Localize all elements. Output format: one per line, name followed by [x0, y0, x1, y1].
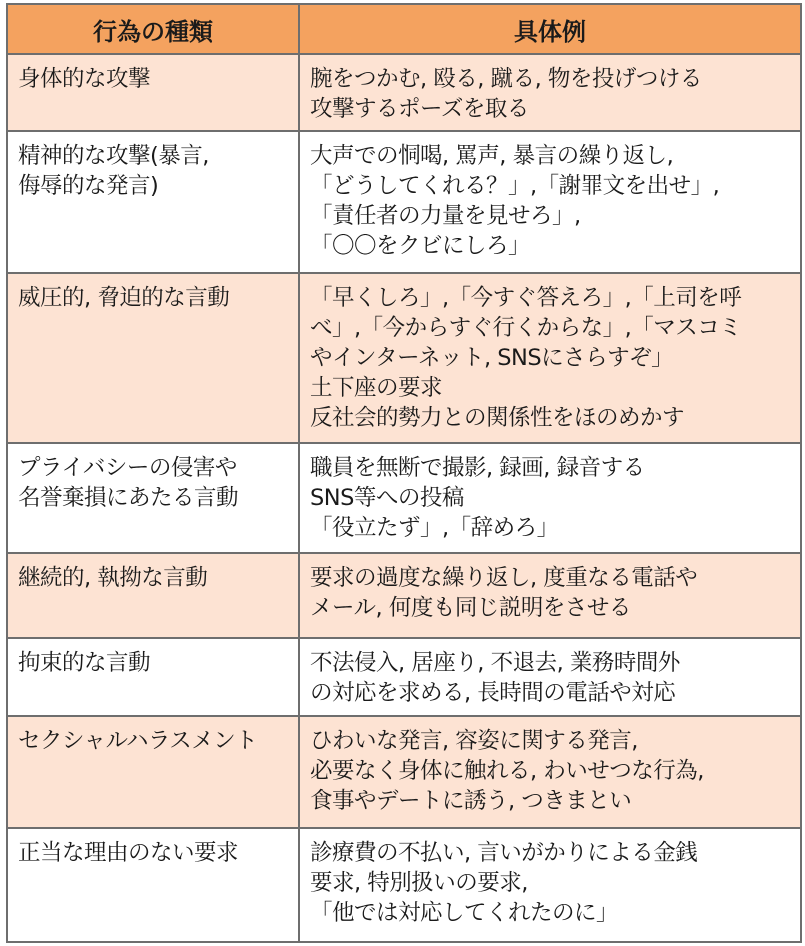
- examples-cell: 要求の過度な繰り返し, 度重なる電話や メール, 何度も同じ説明をさせる: [299, 553, 801, 638]
- behavior-type-cell: セクシャルハラスメント: [7, 716, 299, 828]
- behavior-type-cell: プライバシーの侵害や 名誉棄損にあたる言動: [7, 443, 299, 553]
- examples-cell: ひわいな発言, 容姿に関する発言, 必要なく身体に触れる, わいせつな行為, 食事やデートに誘う, つきまとい: [299, 716, 801, 828]
- examples-cell: 不法侵入, 居座り, 不退去, 業務時間外 の対応を求める, 長時間の電話や対応: [299, 638, 801, 716]
- table-row: [7, 553, 801, 638]
- table-row: [7, 273, 801, 443]
- examples-cell: 「早くしろ」,「今すぐ答えろ」,「上司を呼 べ」,「今からすぐ行くからな」,「マスコミ やインターネット, SNSにさらすぞ」 土下座の要求 反社会的勢力との関係性をほのめかす: [299, 273, 801, 443]
- header-row: [7, 4, 801, 54]
- table-row: [7, 638, 801, 716]
- examples-cell: 職員を無断で撮影, 録画, 録音する SNS等への投稿 「役立たず」,「辞めろ」: [299, 443, 801, 553]
- behavior-type-cell: 拘束的な言動: [7, 638, 299, 716]
- behavior-type-cell: 身体的な攻撃: [7, 54, 299, 131]
- table-row: [7, 828, 801, 942]
- table-row: [7, 443, 801, 553]
- header-behavior-type: 行為の種類: [7, 4, 299, 54]
- table-row: [7, 716, 801, 828]
- examples-cell: 診療費の不払い, 言いがかりによる金銭 要求, 特別扱いの要求, 「他では対応してくれたのに」: [299, 828, 801, 942]
- behavior-type-cell: 正当な理由のない要求: [7, 828, 299, 942]
- table-row: [7, 131, 801, 273]
- table-row: [7, 54, 801, 131]
- examples-cell: 腕をつかむ, 殴る, 蹴る, 物を投げつける 攻撃するポーズを取る: [299, 54, 801, 131]
- behavior-type-cell: 継続的, 執拗な言動: [7, 553, 299, 638]
- harassment-table: [6, 3, 802, 943]
- behavior-type-cell: 精神的な攻撃(暴言, 侮辱的な発言): [7, 131, 299, 273]
- header-examples: 具体例: [299, 4, 801, 54]
- examples-cell: 大声での恫喝, 罵声, 暴言の繰り返し, 「どうしてくれる？」,「謝罪文を出せ」, 「責任者の力量を見せろ」, 「〇〇をクビにしろ」: [299, 131, 801, 273]
- behavior-type-cell: 威圧的, 脅迫的な言動: [7, 273, 299, 443]
